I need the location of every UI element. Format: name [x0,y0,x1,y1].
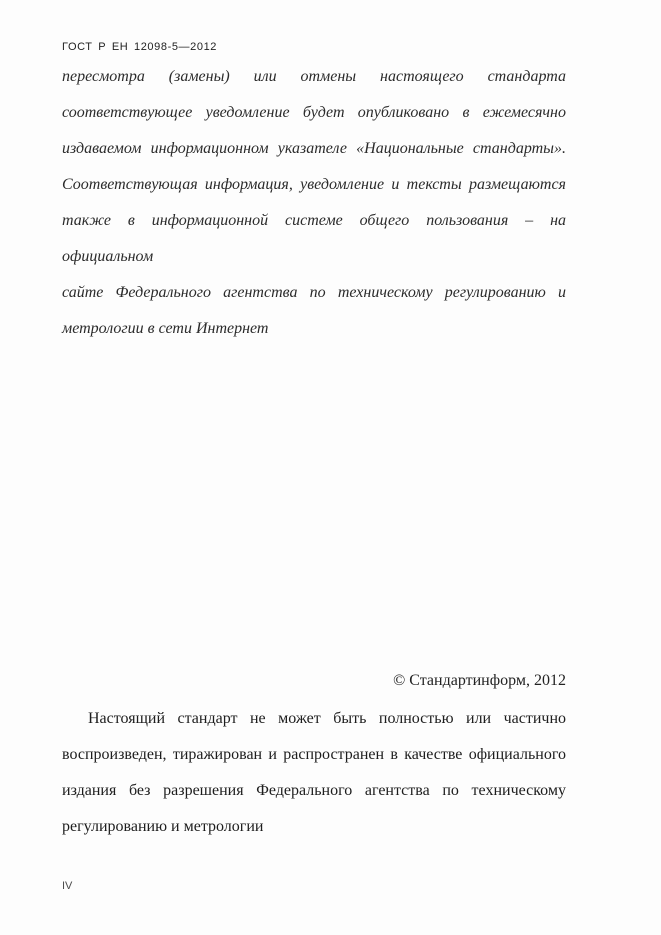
foreword-line: метрологии в сети Интернет [62,320,269,337]
page-number: IV [62,880,73,892]
foreword-line: пересмотра (замены) или отмены настоящего стандарта [62,68,566,85]
foreword-line: Соответствующая информация, уведомление и тексты размещаются [62,176,566,193]
foreword-line: издаваемом информационном указателе «Национальные стандарты». [62,140,566,157]
foreword-line: сайте Федерального агентства по техническому регулированию и [62,284,566,301]
document-code-header: ГОСТ Р ЕН 12098-5—2012 [62,41,218,53]
foreword-line: соответствующее уведомление будет опубликовано в ежемесячно [62,104,566,121]
foreword-paragraph [62,59,566,347]
rights-line: регулированию и метрологии [62,818,264,835]
rights-line: издания без разрешения Федерального агентства по техническому [62,782,566,799]
foreword-line: также в информационной системе общего пользования – на официальном [62,212,566,265]
rights-line: воспроизведен, тиражирован и распространен в качестве официального [62,746,566,763]
rights-paragraph [62,701,566,845]
copyright-notice: © Стандартинформ, 2012 [393,672,566,689]
rights-line: Настоящий стандарт не может быть полностью или частично [88,710,566,727]
